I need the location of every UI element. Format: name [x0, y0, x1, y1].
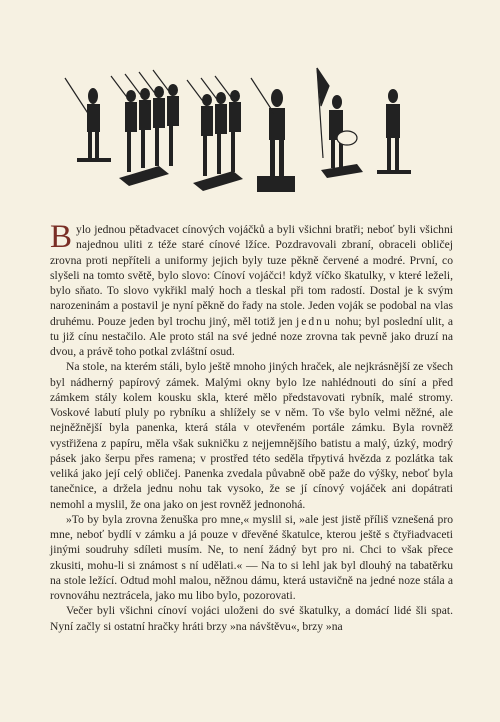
paragraph-1-text-b: nohu; byl poslední ulit, a tu již cínu nestačilo. Ale proto stál na své jedné noze zrovna tak pevně jako druzí na dvou, a právě toho potkal zvláštní osud. — [50, 314, 453, 358]
emphasized-word: jednu — [296, 314, 332, 328]
paragraph-2: Na stole, na kterém stáli, bylo ještě mnoho jiných hraček, ale nejkrásnější ze všech byl nádherný papírový zámek. Malými okny bylo lze nahlédnouti do síní a před zámkem stály kolem kousku skla, které mělo představovati rybník, malé stromy. Voskové labutí pluly po rybníku a shlížely se v něm. To vše bylo velmi něžné, ale nejněžnější byla panenka, která stála v otevřeném portále zámku. Byla rovněž vystřižena z papíru, měla však sukničku z nejjemnějšího batistu a malý, úzký, modrý pásek jako šerpu přes ramena; v prostřed této seděla třpytivá hvězda z pozlátka tak veliká jako její celý obličej. Panenka zvedala půvabně obě paže do výšky, neboť byla tanečnice, a držela jednu nohu tak vysoko, že se jí cínový vojáček ani dopátrati nemohl a myslil, že ona jako on jest rovněž jednonohá. — [50, 360, 453, 511]
paragraph-1 — [50, 219, 453, 359]
tin-soldiers-illustration — [55, 58, 455, 198]
paragraph-1-text-a: ylo jednou pětadvacet cínových vojáčků a byli všichni bratři; neboť byli všichni najednou uliti z téže staré cínové lžíce. Pozdravovali zbraní, obraceli obličej zrovna proti nepříteli a uniformy jejich byly tuze pěkně červené a modré. První, co slyšeli na tomto světě, bylo slovo: Cínoví vojáčci! když víčko škatulky, v které leželi, bylo sňato. To slovo vykřikl malý hoch a tleskal při tom radostí. Dostal je k svým narozeninám a postavil je nyní pěkně do řady na stole. Jeden voják se podobal na vlas druhému. Pouze jeden byl trochu jiný, měl totiž jen — [50, 223, 453, 328]
story-text — [50, 219, 453, 634]
drop-cap: B — [50, 219, 73, 255]
paragraph-3: »To by byla zrovna ženuška pro mne,« myslil si, »ale jest jistě příliš vznešená pro mne, neboť bydlí v zámku a já pouze v dřevěné škatulce, kterou ještě s čtyřiadvaceti jinými soudruhy sdíleti musím. Ne, to není žádný byt pro ni. Chci to však přece zkusiti, mohu-li si známost s ní udělati.« — Na to si lehl jak byl dlouhý na tabatěrku na stole ležící. Odtud mohl malou, něžnou dámu, která ustavičně na jedné noze stála a rovnováhu neztrácela, jako mu libo bylo, pozorovati. — [50, 512, 453, 602]
paragraph-4: Večer byli všichni cínoví vojáci uloženi do své škatulky, a domácí lidé šli spat. Nyní začly si ostatní hračky hráti brzy »na návštěvu«, brzy »na — [50, 604, 453, 633]
